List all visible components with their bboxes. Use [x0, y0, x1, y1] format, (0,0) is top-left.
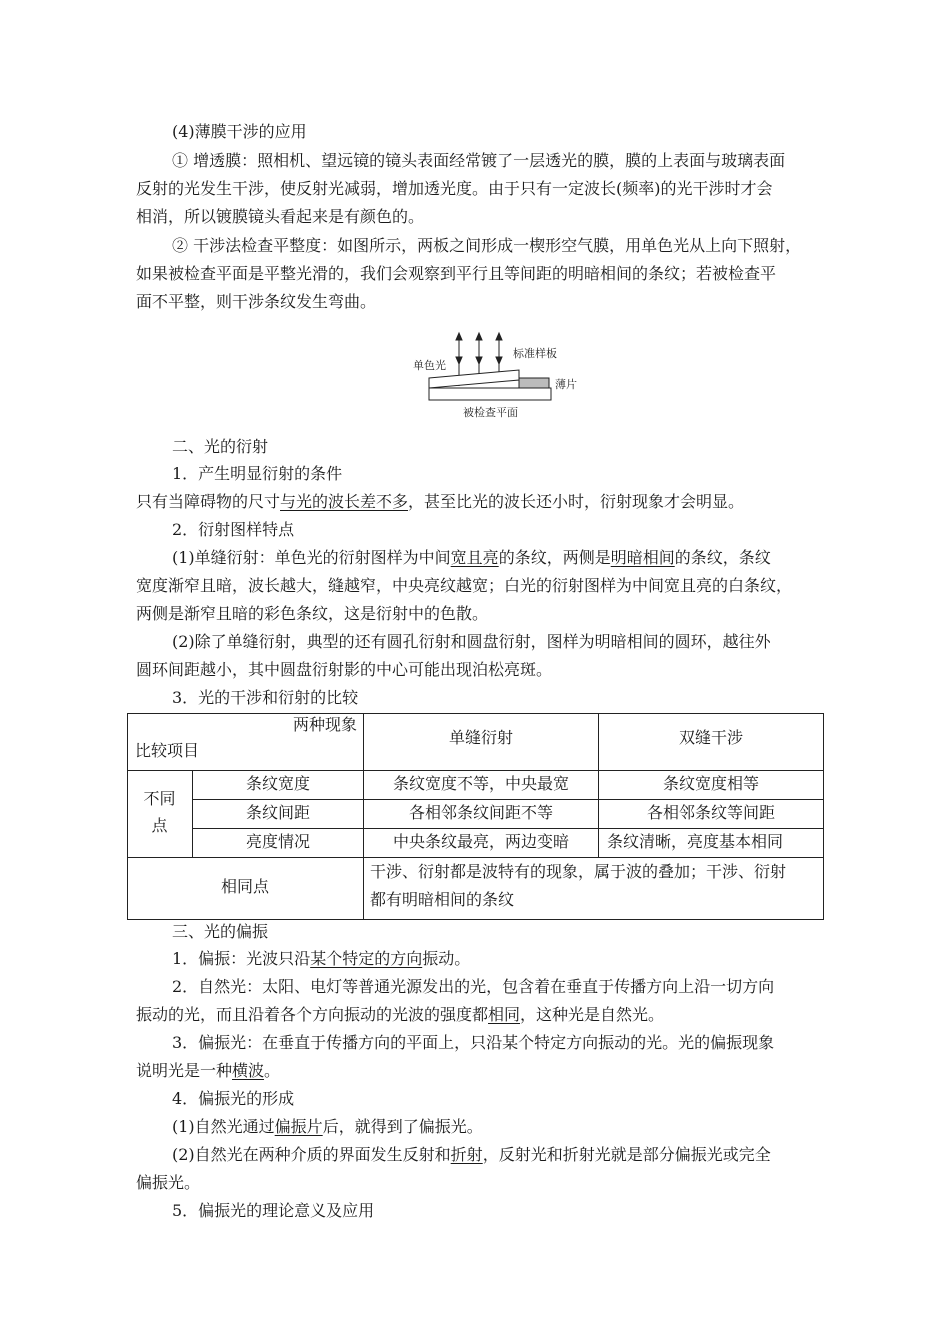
section2-heading2: 2．衍射图样特点 [172, 520, 295, 539]
table-head-phenomena: 两种现象 [292, 715, 357, 734]
label-inspected-plane: 被检查平面 [463, 406, 518, 419]
inspected-plane [429, 388, 551, 400]
table-cell: 条纹清晰，亮度基本相同 [607, 832, 784, 851]
standard-plate [429, 370, 519, 388]
para-antireflection-3: 相消，所以镀膜镜头看起来是有颜色的。 [136, 207, 425, 226]
para-single-slit-1: (1)单缝衍射：单色光的衍射图样为中间宽且亮的条纹，两侧是明暗相间的条纹，条纹 [172, 548, 771, 567]
underlined-answer: 明暗相间 [610, 548, 675, 567]
table-row-item: 条纹宽度 [245, 774, 310, 793]
thin-sheet [519, 378, 549, 388]
underlined-answer: 与光的波长差不多 [280, 492, 409, 511]
heading-thin-film: (4)薄膜干涉的应用 [172, 122, 307, 141]
table-row-item: 亮度情况 [245, 832, 310, 851]
para-flatness-2: 如果被检查平面是平整光滑的，我们会观察到平行且等间距的明暗相间的条纹；若被检查平 [136, 264, 777, 283]
para-natural-light-1: 2．自然光：太阳、电灯等普通光源发出的光，包含着在垂直于传播方向上沿一切方向 [172, 977, 775, 996]
table-same-text-1: 干涉、衍射都是波特有的现象，属于波的叠加；干涉、衍射 [370, 862, 787, 881]
table-head-items: 比较项目 [135, 741, 200, 760]
para-polarization: 1．偏振：光波只沿某个特定的方向振动。 [172, 949, 471, 968]
table-row-item: 条纹间距 [245, 803, 310, 822]
para-antireflection-2: 反射的光发生干涉，使反射光减弱，增加透光度。由于只有一定波长(频率)的光干涉时才会 [136, 179, 773, 198]
label-thin-sheet: 薄片 [555, 378, 577, 391]
section3-title: 三、光的偏振 [172, 922, 269, 941]
section3-heading4: 4．偏振光的形成 [172, 1089, 295, 1108]
table-cell: 各相邻条纹等间距 [646, 803, 775, 822]
para-circular-1: (2)除了单缝衍射，典型的还有圆孔衍射和圆盘衍射，图样为明暗相间的圆环，越往外 [172, 632, 771, 651]
para-polarized-light-1: 3．偏振光：在垂直于传播方向的平面上，只沿某个特定方向振动的光。光的偏振现象 [172, 1033, 775, 1052]
underlined-answer: 相同 [488, 1005, 521, 1024]
para-flatness-3: 面不平整，则干涉条纹发生弯曲。 [136, 292, 377, 311]
label-monochromatic-light: 单色光 [413, 359, 446, 372]
table-cell: 各相邻条纹间距不等 [408, 803, 553, 822]
para-formation-2: (2)自然光在两种介质的界面发生反射和折射，反射光和折射光就是部分偏振光或完全 [172, 1145, 771, 1164]
table-cell: 条纹宽度相等 [662, 774, 759, 793]
para-formation-3: 偏振光。 [136, 1173, 201, 1192]
section3-heading5: 5．偏振光的理论意义及应用 [172, 1201, 375, 1220]
para-flatness-1: ② 干涉法检查平整度：如图所示，两板之间形成一楔形空气膜，用单色光从上向下照射， [172, 236, 802, 255]
para-single-slit-3: 两侧是渐窄且暗的彩色条纹，这是衍射中的色散。 [136, 604, 489, 623]
section2-heading1: 1．产生明显衍射的条件 [172, 464, 343, 483]
para-circular-2: 圆环间距越小，其中圆盘衍射影的中心可能出现泊松亮斑。 [136, 660, 553, 679]
para-polarized-light-2: 说明光是一种横波。 [136, 1061, 281, 1080]
section2-heading3: 3．光的干涉和衍射的比较 [172, 688, 359, 707]
para-antireflection-1: ① 增透膜：照相机、望远镜的镜头表面经常镀了一层透光的膜，膜的上表面与玻璃表面 [172, 151, 786, 170]
comparison-table [127, 713, 824, 920]
underlined-answer: 某个特定的方向 [310, 949, 423, 968]
para-diffraction-condition: 只有当障碍物的尺寸与光的波长差不多，甚至比光的波长还小时，衍射现象才会明显。 [136, 492, 745, 511]
table-cell: 条纹宽度不等，中央最宽 [392, 774, 569, 793]
section2-title: 二、光的衍射 [172, 437, 269, 456]
table-diff-label-2: 点 [151, 816, 168, 835]
underlined-answer: 偏振片 [274, 1117, 323, 1136]
table-head-double-slit: 双缝干涉 [678, 728, 743, 747]
para-single-slit-2: 宽度渐窄且暗，波长越大，缝越窄，中央亮纹越宽；白光的衍射图样为中间宽且亮的白条纹， [136, 576, 793, 595]
label-standard-plate: 标准样板 [513, 347, 557, 360]
table-diff-label-1: 不同 [143, 789, 176, 808]
underlined-answer: 折射 [450, 1145, 483, 1164]
interference-flatness-diagram [405, 330, 595, 422]
table-cell: 中央条纹最亮，两边变暗 [392, 832, 569, 851]
underlined-answer: 横波 [232, 1061, 265, 1080]
para-natural-light-2: 振动的光，而且沿着各个方向振动的光波的强度都相同，这种光是自然光。 [136, 1005, 665, 1024]
table-same-label: 相同点 [220, 877, 269, 896]
underlined-answer: 宽且亮 [450, 548, 499, 567]
table-head-single-slit: 单缝衍射 [448, 728, 513, 747]
table-same-text-2: 都有明暗相间的条纹 [370, 890, 515, 909]
para-formation-1: (1)自然光通过偏振片后，就得到了偏振光。 [172, 1117, 483, 1136]
